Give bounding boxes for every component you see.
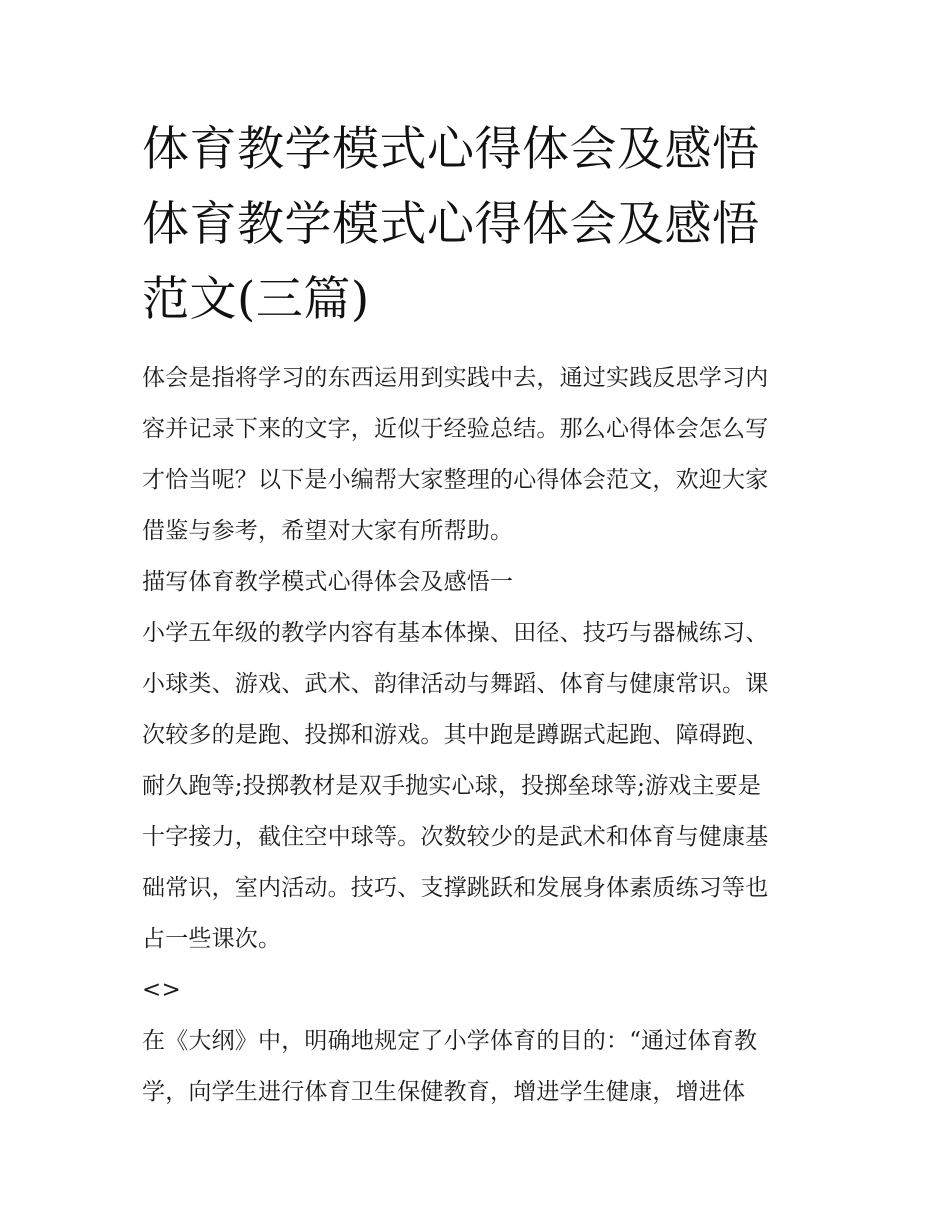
intro-paragraph: 体会是指将学习的东西运用到实践中去，通过实践反思学习内 容并记录下来的文字，近似于经验总结。那么心得体会怎么写 才恰当呢？以下是小编帮大家整理的心得体会范文，欢迎大家 借鉴与参考，希望对大家有所帮助。 xyxy=(142,365,769,544)
placeholder-marker: <> xyxy=(142,977,181,1003)
section-heading: 描写体育教学模式心得体会及感悟一 xyxy=(142,569,514,595)
document-title: 体育教学模式心得体会及感悟 体育教学模式心得体会及感悟 范文(三篇) xyxy=(142,122,760,327)
document-page xyxy=(142,112,814,1118)
body-paragraph: 在《大纲》中，明确地规定了小学体育的目的：“通过体育教 学，向学生进行体育卫生保健教育，增进学生健康，增进体 xyxy=(142,1028,758,1105)
document-body xyxy=(142,353,814,1118)
body-paragraph: 小学五年级的教学内容有基本体操、田径、技巧与器械练习、 小球类、游戏、武术、韵律活动与舞蹈、体育与健康常识。课 次较多的是跑、投掷和游戏。其中跑是蹲踞式起跑、障碍跑、 耐久跑等;投掷教材是双手抛实心球，投掷垒球等;游戏主要是 十字接力，截住空中球等。次数较少的是武术和体育与健康基 础常识，室内活动。技巧、支撑跳跃和发展身体素质练习等也 占一些课次。 xyxy=(142,620,769,952)
